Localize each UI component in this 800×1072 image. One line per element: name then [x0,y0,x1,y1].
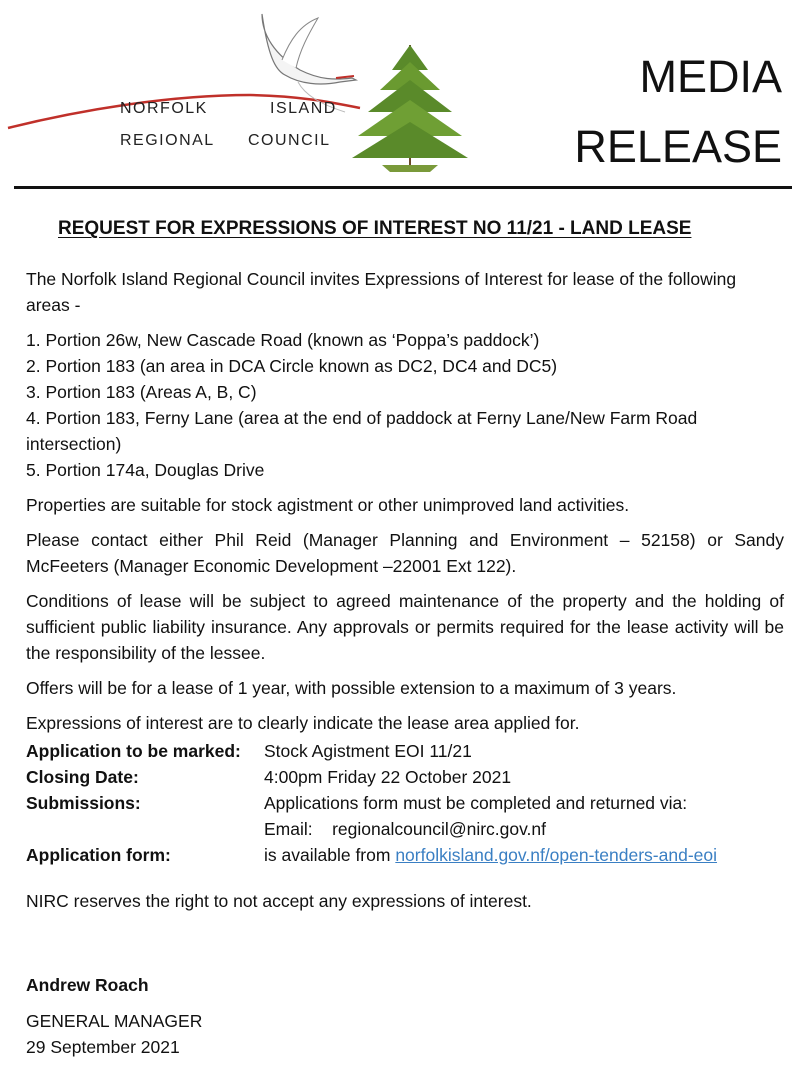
application-details [26,738,786,868]
suitability-paragraph: Properties are suitable for stock agistment or other unimproved land activities. [26,495,630,515]
detail-row-form [26,842,786,868]
lease-area-item: 4. Portion 183, Ferny Lane (area at the end of paddock at Ferny Lane/New Farm Road intersection) [26,408,698,454]
logo-text-island: ISLAND [270,100,337,117]
email-label: Email: [264,819,313,839]
pine-tree-icon [352,45,468,172]
detail-row-marked [26,738,786,764]
logo-text-norfolk: NORFOLK [120,100,208,117]
marked-label: Application to be marked: [26,741,241,761]
lease-area-item: 3. Portion 183 (Areas A, B, C) [26,382,257,402]
header [0,0,800,190]
detail-row-submissions [26,790,786,816]
email-value[interactable]: regionalcouncil@nirc.gov.nf [332,819,547,839]
closing-value: 4:00pm Friday 22 October 2021 [264,767,512,787]
logo-text-council: COUNCIL [248,132,331,149]
expressions-paragraph: Expressions of interest are to clearly indicate the lease area applied for. [26,713,580,733]
detail-row-email [26,816,786,842]
lease-area-item: 2. Portion 183 (an area in DCA Circle known as DC2, DC4 and DC5) [26,356,558,376]
media-title-line2: RELEASE [574,121,782,172]
marked-value: Stock Agistment EOI 11/21 [264,741,472,761]
closing-label: Closing Date: [26,767,139,787]
header-divider [14,186,792,189]
release-date: 29 September 2021 [26,1037,180,1057]
intro-paragraph: The Norfolk Island Regional Council invites Expressions of Interest for lease of the following areas - [26,269,737,315]
submissions-label: Submissions: [26,793,141,813]
contact-paragraph: Please contact either Phil Reid (Manager Planning and Environment – 52158) or Sandy McFeeters (Manager Economic Development –22001 Ext 122). [26,530,784,576]
media-release-title [574,42,782,182]
lease-area-list [26,327,784,483]
tenders-link[interactable]: norfolkisland.gov.nf/open-tenders-and-eoi [395,845,718,865]
signatory-title: GENERAL MANAGER [26,1011,203,1031]
logo-text-regional: REGIONAL [120,132,215,149]
form-label: Application form: [26,845,171,865]
submissions-value: Applications form must be completed and returned via: [264,793,688,813]
offers-paragraph: Offers will be for a lease of 1 year, with possible extension to a maximum of 3 years. [26,678,677,698]
media-title-line1: MEDIA [639,51,782,102]
form-prefix: is available from [264,845,391,865]
conditions-paragraph: Conditions of lease will be subject to agreed maintenance of the property and the holding of sufficient public liability insurance. Any approvals or permits required for the lease activity will be the responsibility of the lessee. [26,591,784,663]
reserve-statement: NIRC reserves the right to not accept any expressions of interest. [26,891,532,911]
council-logo [0,0,500,185]
lease-area-item: 1. Portion 26w, New Cascade Road (known as ‘Poppa’s paddock’) [26,330,540,350]
signatory-name: Andrew Roach [26,975,149,995]
lease-area-item: 5. Portion 174a, Douglas Drive [26,460,265,480]
release-body [26,266,784,745]
page-heading: REQUEST FOR EXPRESSIONS OF INTEREST NO 11/21 - LAND LEASE [58,218,692,239]
detail-row-closing [26,764,786,790]
